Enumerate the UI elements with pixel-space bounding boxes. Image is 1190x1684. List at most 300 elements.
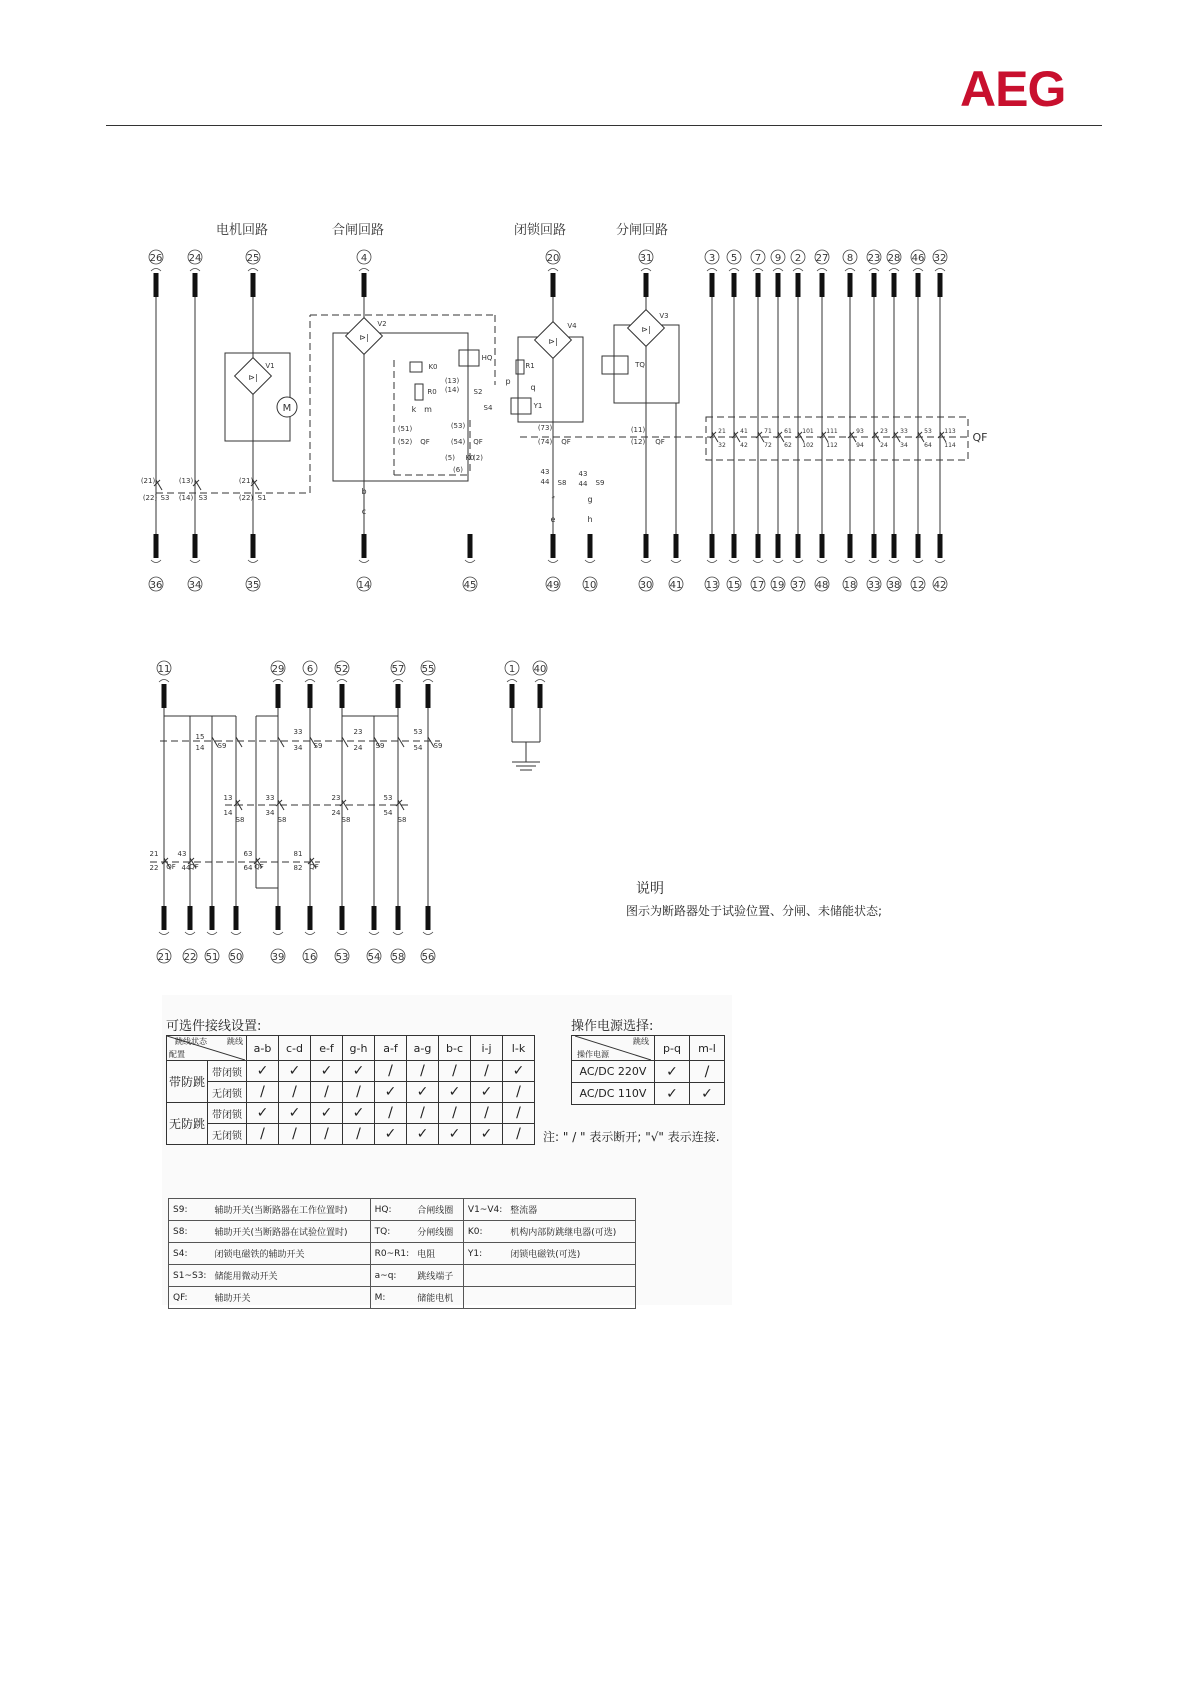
y1-coil-icon bbox=[511, 398, 531, 414]
svg-text:p: p bbox=[505, 377, 511, 386]
table-cell: ✓ bbox=[655, 1083, 690, 1105]
table-cell: / bbox=[343, 1124, 375, 1145]
legend-key: M: bbox=[370, 1287, 413, 1309]
terminal-block bbox=[820, 273, 825, 297]
qf-contact-bottom: 114 bbox=[944, 442, 956, 449]
terminal-block bbox=[820, 534, 825, 558]
row-label: 带闭锁 bbox=[208, 1061, 247, 1082]
terminal-arc bbox=[548, 560, 558, 563]
svg-text:(13): (13) bbox=[444, 377, 460, 385]
contact-label: 24 bbox=[353, 744, 363, 752]
column-header: e-f bbox=[311, 1036, 343, 1061]
terminal-label: 10 bbox=[583, 580, 597, 591]
svg-text:(53): (53) bbox=[450, 422, 466, 430]
legend-value bbox=[506, 1265, 635, 1287]
terminal-block bbox=[674, 534, 679, 558]
section-title-open: 分闸回路 bbox=[615, 223, 669, 238]
qf-contact-top: 113 bbox=[944, 428, 956, 435]
svg-text:V2: V2 bbox=[377, 320, 387, 328]
optional-wiring-table bbox=[166, 1035, 535, 1145]
terminal-block bbox=[251, 534, 256, 558]
contact-label: 53 bbox=[383, 794, 393, 802]
table-cell: / bbox=[247, 1082, 279, 1103]
qf-contact-top: 53 bbox=[924, 428, 932, 435]
legend-key bbox=[463, 1265, 506, 1287]
terminal-block bbox=[162, 906, 167, 930]
svg-text:(54): (54) bbox=[450, 438, 466, 446]
table-row bbox=[167, 1103, 535, 1124]
svg-text:V3: V3 bbox=[659, 312, 669, 320]
terminal-arc bbox=[423, 932, 433, 935]
terminal-block bbox=[892, 534, 897, 558]
contact-label: 54 bbox=[383, 809, 393, 817]
terminal-block bbox=[732, 534, 737, 558]
terminal-label: 2 bbox=[794, 253, 802, 264]
terminal-label: 58 bbox=[391, 952, 405, 963]
legend-value: 电阻 bbox=[413, 1243, 463, 1265]
svg-text:S4: S4 bbox=[483, 404, 493, 412]
terminal-block bbox=[426, 684, 431, 708]
legend-value: 闭锁电磁铁(可选) bbox=[506, 1243, 635, 1265]
terminal-block bbox=[551, 273, 556, 297]
terminal-label: 12 bbox=[911, 580, 925, 591]
terminal-label: 48 bbox=[815, 580, 829, 591]
contact-label: S8 bbox=[277, 816, 287, 824]
legend-key: Y1: bbox=[463, 1243, 506, 1265]
label-v1: V1 bbox=[265, 362, 275, 370]
table-cell: ✓ bbox=[471, 1124, 503, 1145]
table-cell: ✓ bbox=[690, 1083, 725, 1105]
terminal-label: 27 bbox=[815, 253, 829, 264]
contact-label: 23 bbox=[353, 728, 363, 736]
contact-label: 15 bbox=[195, 733, 205, 741]
terminal-block bbox=[872, 534, 877, 558]
terminal-label: 8 bbox=[846, 253, 854, 264]
legend-row bbox=[169, 1265, 636, 1287]
terminal-arc bbox=[423, 680, 433, 683]
svg-text:e: e bbox=[550, 515, 556, 524]
terminal-block bbox=[756, 273, 761, 297]
legend-table bbox=[168, 1198, 636, 1309]
terminal-label: 25 bbox=[246, 253, 260, 264]
contact-label: 53 bbox=[413, 728, 423, 736]
table-cell: ✓ bbox=[311, 1103, 343, 1124]
qf-contact-bottom: 64 bbox=[924, 442, 932, 449]
terminal-block bbox=[162, 684, 167, 708]
row-label: 无闭锁 bbox=[208, 1082, 247, 1103]
terminal-arc bbox=[729, 560, 739, 563]
svg-text:S3: S3 bbox=[160, 494, 170, 502]
table-cell: / bbox=[690, 1061, 725, 1083]
qf-contact-top: 101 bbox=[802, 428, 814, 435]
contact-label: QF bbox=[166, 863, 176, 871]
terminal-label: 3 bbox=[708, 253, 716, 264]
terminal-label: 17 bbox=[751, 580, 765, 591]
legend-value: 分闸线圈 bbox=[413, 1221, 463, 1243]
legend-key: QF: bbox=[169, 1287, 211, 1309]
svg-text:(14): (14) bbox=[178, 494, 194, 502]
terminal-block bbox=[468, 534, 473, 558]
legend-key: S8: bbox=[169, 1221, 211, 1243]
legend-value: 整流器 bbox=[506, 1199, 635, 1221]
rectifier-symbol: ⊳| bbox=[248, 373, 258, 382]
terminal-block bbox=[796, 273, 801, 297]
table-cell: / bbox=[407, 1103, 439, 1124]
terminal-arc bbox=[671, 560, 681, 563]
terminal-arc bbox=[159, 932, 169, 935]
terminal-arc bbox=[159, 680, 169, 683]
legend-value: 储能用微动开关 bbox=[210, 1265, 370, 1287]
legend-value: 辅助开关 bbox=[210, 1287, 370, 1309]
terminal-label: 37 bbox=[791, 580, 805, 591]
contact-label: QF bbox=[309, 863, 319, 871]
svg-text:S2: S2 bbox=[473, 388, 483, 396]
terminal-arc bbox=[548, 269, 558, 272]
column-header: g-h bbox=[343, 1036, 375, 1061]
power-corner: 跳线 操作电源 bbox=[572, 1036, 655, 1061]
column-header: p-q bbox=[655, 1036, 690, 1061]
contact-label: 82 bbox=[293, 864, 303, 872]
table-cell: / bbox=[503, 1103, 535, 1124]
terminal-block bbox=[872, 273, 877, 297]
terminal-arc bbox=[273, 932, 283, 935]
svg-text:f: f bbox=[551, 495, 555, 504]
terminal-label: 35 bbox=[246, 580, 260, 591]
contact-label: 22 bbox=[149, 864, 159, 872]
no-contact bbox=[342, 737, 348, 747]
terminal-block bbox=[916, 273, 921, 297]
column-header: a-b bbox=[247, 1036, 279, 1061]
no-contact bbox=[236, 737, 242, 747]
legend-key: a~q: bbox=[370, 1265, 413, 1287]
terminal-arc bbox=[465, 560, 475, 563]
contact-label: 54 bbox=[413, 744, 423, 752]
contact-label: 24 bbox=[331, 809, 341, 817]
svg-text:(51): (51) bbox=[397, 425, 413, 433]
table-cell: ✓ bbox=[247, 1103, 279, 1124]
terminal-block bbox=[154, 273, 159, 297]
svg-text:44: 44 bbox=[540, 478, 550, 486]
table-cell: ✓ bbox=[343, 1061, 375, 1082]
table-cell: ✓ bbox=[279, 1061, 311, 1082]
terminal-label: 32 bbox=[933, 253, 947, 264]
terminal-arc bbox=[793, 560, 803, 563]
notes-text: 图示为断路器处于试验位置、分闸、未储能状态; bbox=[626, 904, 883, 918]
table-cell: / bbox=[375, 1103, 407, 1124]
terminal-label: 6 bbox=[306, 664, 314, 675]
terminal-arc bbox=[845, 560, 855, 563]
section-title-close: 合闸回路 bbox=[331, 223, 385, 238]
terminal-block bbox=[210, 906, 215, 930]
table-row bbox=[572, 1083, 725, 1105]
legend-value: 储能电机 bbox=[413, 1287, 463, 1309]
terminal-label: 4 bbox=[360, 253, 368, 264]
terminal-arc bbox=[641, 560, 651, 563]
terminal-label: 39 bbox=[271, 952, 285, 963]
legend-key: R0~R1: bbox=[370, 1243, 413, 1265]
terminal-block bbox=[396, 684, 401, 708]
legend-value: 辅助开关(当断路器在试验位置时) bbox=[210, 1221, 370, 1243]
table-cell: / bbox=[439, 1061, 471, 1082]
svg-text:S1: S1 bbox=[257, 494, 267, 502]
svg-text:(73): (73) bbox=[537, 424, 553, 432]
contact-label: 33 bbox=[293, 728, 303, 736]
table-cell: / bbox=[311, 1082, 343, 1103]
column-header: m-l bbox=[690, 1036, 725, 1061]
qf-contact-bottom: 102 bbox=[802, 442, 814, 449]
table-cell: / bbox=[279, 1124, 311, 1145]
terminal-label: 22 bbox=[183, 952, 197, 963]
terminal-arc bbox=[889, 269, 899, 272]
terminal-block bbox=[938, 534, 943, 558]
terminal-block bbox=[154, 534, 159, 558]
legend-key: S9: bbox=[169, 1199, 211, 1221]
legend-key: TQ: bbox=[370, 1221, 413, 1243]
terminal-arc bbox=[337, 680, 347, 683]
terminal-block bbox=[710, 273, 715, 297]
table-cell: ✓ bbox=[375, 1082, 407, 1103]
terminal-label: 57 bbox=[391, 664, 405, 675]
terminal-arc bbox=[190, 560, 200, 563]
terminal-arc bbox=[707, 269, 717, 272]
table-cell: / bbox=[503, 1124, 535, 1145]
terminal-label: 19 bbox=[771, 580, 785, 591]
svg-text:⊳|: ⊳| bbox=[359, 333, 369, 342]
terminal-block bbox=[308, 906, 313, 930]
table-cell: / bbox=[471, 1061, 503, 1082]
terminal-label: 28 bbox=[887, 253, 901, 264]
contact-label: S9 bbox=[217, 742, 227, 750]
contact-label: 81 bbox=[293, 850, 303, 858]
qf-contact-bottom: 94 bbox=[856, 442, 864, 449]
power-table bbox=[571, 1035, 725, 1105]
svg-text:S8: S8 bbox=[557, 479, 567, 487]
terminal-block bbox=[644, 534, 649, 558]
terminal-block bbox=[234, 906, 239, 930]
qf-contact-bottom: 32 bbox=[718, 442, 726, 449]
table-cell: / bbox=[311, 1124, 343, 1145]
terminal-label: 7 bbox=[754, 253, 762, 264]
contact-label: S8 bbox=[235, 816, 245, 824]
legend-key bbox=[463, 1287, 506, 1309]
contact-label: 13 bbox=[223, 794, 233, 802]
terminal-arc bbox=[793, 269, 803, 272]
table-cell: ✓ bbox=[503, 1061, 535, 1082]
svg-text:q: q bbox=[530, 383, 536, 392]
contact-label: 33 bbox=[265, 794, 275, 802]
terminal-label: 46 bbox=[911, 253, 925, 264]
legend-value: 机构内部防跳继电器(可选) bbox=[506, 1221, 635, 1243]
svg-text:K0: K0 bbox=[465, 454, 475, 462]
qf-contact-bottom: 72 bbox=[764, 442, 772, 449]
terminal-label: 1 bbox=[508, 664, 516, 675]
svg-text:(12): (12) bbox=[630, 438, 646, 446]
qf-contact-top: 21 bbox=[718, 428, 726, 435]
svg-text:QF: QF bbox=[655, 438, 665, 446]
terminal-block bbox=[276, 684, 281, 708]
table-cell: ✓ bbox=[407, 1082, 439, 1103]
svg-text:Y1: Y1 bbox=[533, 402, 543, 410]
terminal-arc bbox=[207, 932, 217, 935]
column-header: a-g bbox=[407, 1036, 439, 1061]
group-label: 无防跳 bbox=[167, 1103, 208, 1145]
terminal-label: 53 bbox=[335, 952, 349, 963]
column-header: a-f bbox=[375, 1036, 407, 1061]
terminal-arc bbox=[641, 269, 651, 272]
terminal-block bbox=[188, 906, 193, 930]
table-cell: / bbox=[503, 1082, 535, 1103]
svg-text:k: k bbox=[411, 405, 417, 414]
row-label: 无闭锁 bbox=[208, 1124, 247, 1145]
terminal-label: 16 bbox=[303, 952, 317, 963]
table-cell: ✓ bbox=[247, 1061, 279, 1082]
qf-contact-bottom: 62 bbox=[784, 442, 792, 449]
notes-title: 说明 bbox=[636, 881, 664, 897]
terminal-arc bbox=[753, 560, 763, 563]
corner-cell: 跳线 配置 跳线状态 bbox=[167, 1036, 247, 1061]
terminal-label: 31 bbox=[639, 253, 653, 264]
row-label: AC/DC 110V bbox=[572, 1083, 655, 1105]
column-header: i-j bbox=[471, 1036, 503, 1061]
terminal-label: 29 bbox=[271, 664, 285, 675]
terminal-block bbox=[644, 273, 649, 297]
terminal-arc bbox=[305, 932, 315, 935]
terminal-arc bbox=[535, 680, 545, 683]
svg-text:(74): (74) bbox=[537, 438, 553, 446]
contact-label: QF bbox=[254, 863, 264, 871]
terminal-block bbox=[362, 273, 367, 297]
legend-value: 闭锁电磁铁的辅助开关 bbox=[210, 1243, 370, 1265]
terminal-block bbox=[551, 534, 556, 558]
column-header: b-c bbox=[439, 1036, 471, 1061]
terminal-arc bbox=[773, 269, 783, 272]
svg-text:V4: V4 bbox=[567, 322, 577, 330]
svg-text:43: 43 bbox=[578, 470, 588, 478]
terminal-block bbox=[193, 534, 198, 558]
legend-row bbox=[169, 1287, 636, 1309]
terminal-block bbox=[588, 534, 593, 558]
terminal-block bbox=[340, 684, 345, 708]
terminal-arc bbox=[151, 560, 161, 563]
contact-label: 63 bbox=[243, 850, 253, 858]
table-cell: / bbox=[343, 1082, 375, 1103]
terminal-arc bbox=[190, 269, 200, 272]
svg-text:c: c bbox=[361, 507, 367, 516]
terminal-block bbox=[732, 273, 737, 297]
qf-contact-top: 41 bbox=[740, 428, 748, 435]
terminal-block bbox=[193, 273, 198, 297]
terminal-label: 13 bbox=[705, 580, 719, 591]
contact-label: 21 bbox=[149, 850, 159, 858]
qf-contact-bottom: 42 bbox=[740, 442, 748, 449]
terminal-block bbox=[251, 273, 256, 297]
terminal-label: 24 bbox=[188, 253, 202, 264]
table-row bbox=[167, 1061, 535, 1082]
terminal-arc bbox=[845, 269, 855, 272]
terminal-arc bbox=[869, 560, 879, 563]
qf-label: QF bbox=[972, 431, 988, 444]
terminal-block bbox=[848, 534, 853, 558]
terminal-label: 40 bbox=[533, 664, 547, 675]
svg-text:R0: R0 bbox=[427, 388, 437, 396]
svg-text:S3: S3 bbox=[198, 494, 208, 502]
terminal-arc bbox=[817, 269, 827, 272]
terminal-block bbox=[362, 534, 367, 558]
no-contact bbox=[398, 737, 404, 747]
group-label: 带防跳 bbox=[167, 1061, 208, 1103]
row-label: 带闭锁 bbox=[208, 1103, 247, 1124]
terminal-label: 23 bbox=[867, 253, 881, 264]
qf-contact-bottom: 34 bbox=[900, 442, 908, 449]
column-header: l-k bbox=[503, 1036, 535, 1061]
row-label: AC/DC 220V bbox=[572, 1061, 655, 1083]
qf-contact-top: 93 bbox=[856, 428, 864, 435]
table-cell: ✓ bbox=[439, 1082, 471, 1103]
table-cell: / bbox=[279, 1082, 311, 1103]
svg-text:(2): (2) bbox=[473, 454, 483, 462]
terminal-block bbox=[308, 684, 313, 708]
table-cell: ✓ bbox=[375, 1124, 407, 1145]
contact-label: 44 bbox=[181, 864, 191, 872]
svg-text:(11): (11) bbox=[630, 426, 646, 434]
svg-text:m: m bbox=[424, 405, 432, 414]
contact-label: 64 bbox=[243, 864, 253, 872]
qf-bank-box bbox=[706, 417, 968, 460]
qf-contact-top: 61 bbox=[784, 428, 792, 435]
hq-coil-icon bbox=[459, 350, 479, 366]
contact-label: S9 bbox=[375, 742, 385, 750]
contact-label: 43 bbox=[177, 850, 187, 858]
terminal-label: 36 bbox=[149, 580, 163, 591]
terminal-block bbox=[372, 906, 377, 930]
terminal-block bbox=[892, 273, 897, 297]
terminal-block bbox=[510, 684, 515, 708]
qf-contact-bottom: 112 bbox=[826, 442, 838, 449]
terminal-label: 52 bbox=[335, 664, 349, 675]
qf-contact-top: 111 bbox=[826, 428, 838, 435]
qf-contact-bottom: 24 bbox=[880, 442, 888, 449]
terminal-label: 54 bbox=[367, 952, 381, 963]
terminal-block bbox=[916, 534, 921, 558]
terminal-label: 9 bbox=[774, 253, 782, 264]
table-cell: / bbox=[375, 1061, 407, 1082]
svg-text:QF: QF bbox=[420, 438, 430, 446]
terminal-label: 11 bbox=[157, 664, 171, 675]
terminal-block bbox=[776, 534, 781, 558]
terminal-arc bbox=[869, 269, 879, 272]
legend-row bbox=[169, 1221, 636, 1243]
terminal-block bbox=[426, 906, 431, 930]
optional-title: 可选件接线设置: bbox=[166, 1019, 262, 1034]
terminal-arc bbox=[935, 560, 945, 563]
r1-resistor-icon bbox=[516, 360, 524, 374]
svg-text:⊳|: ⊳| bbox=[641, 325, 651, 334]
svg-text:(5): (5) bbox=[445, 454, 455, 462]
terminal-block bbox=[276, 906, 281, 930]
svg-text:QF: QF bbox=[561, 438, 571, 446]
svg-text:R1: R1 bbox=[525, 362, 535, 370]
terminal-arc bbox=[248, 269, 258, 272]
terminal-arc bbox=[231, 932, 241, 935]
terminal-label: 30 bbox=[639, 580, 653, 591]
svg-text:b: b bbox=[361, 487, 367, 496]
svg-text:(22): (22) bbox=[238, 494, 254, 502]
terminal-arc bbox=[817, 560, 827, 563]
terminal-label: 5 bbox=[730, 253, 738, 264]
qf-contact-top: 33 bbox=[900, 428, 908, 435]
legend-value: 合闸线圈 bbox=[413, 1199, 463, 1221]
svg-text:(22): (22) bbox=[142, 494, 158, 502]
